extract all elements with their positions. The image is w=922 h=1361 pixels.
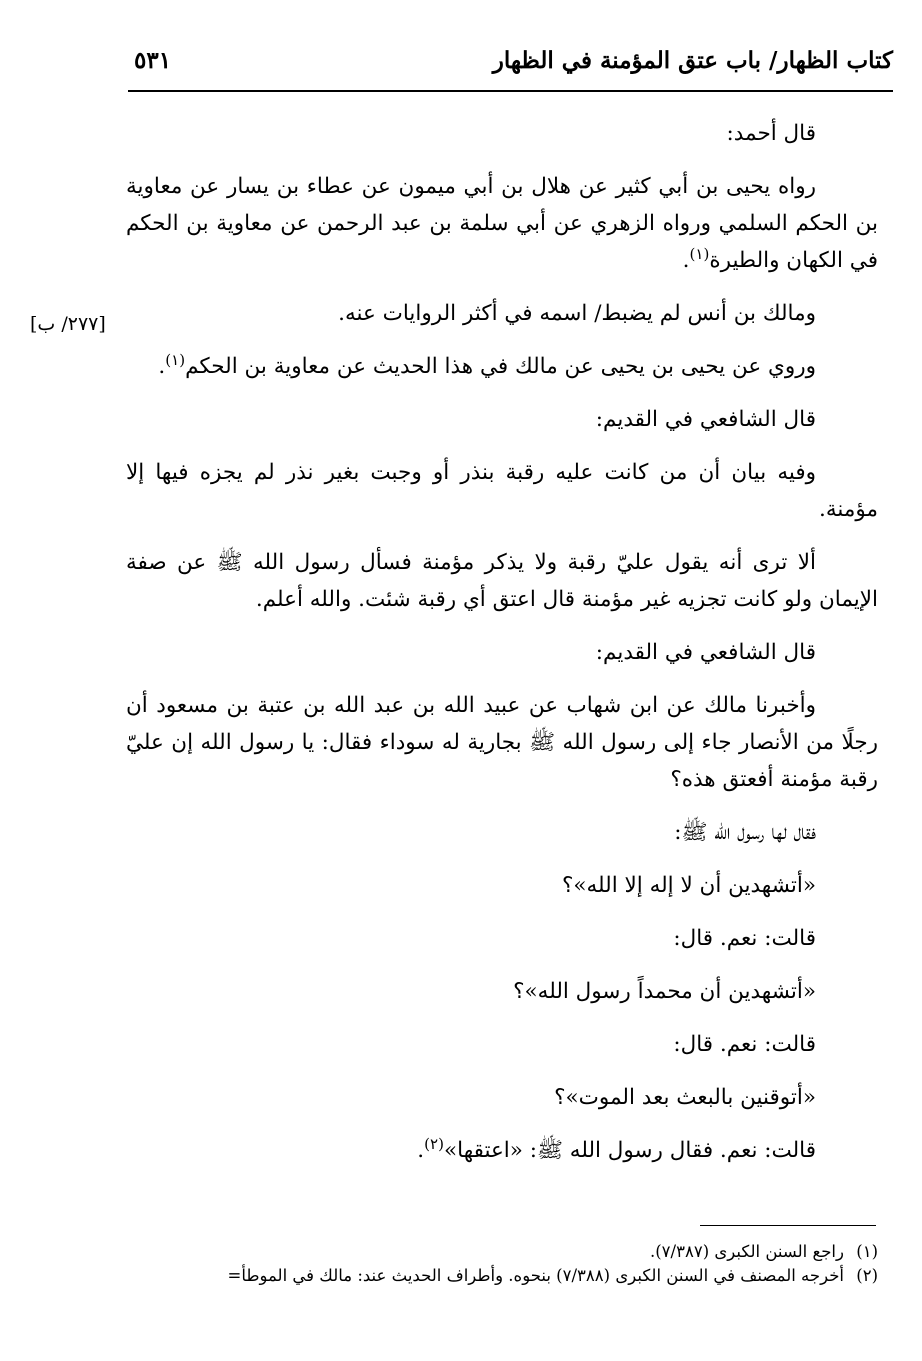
footnote-text: أخرجه المصنف في السنن الكبرى (٧/٣٨٨) بنحوه. وأطراف الحديث عند: مالك في الموطأ= (227, 1266, 844, 1285)
footnote-text: راجع السنن الكبرى (٧/٣٨٧). (649, 1242, 844, 1261)
footnote-number: (٢) (856, 1266, 878, 1285)
text-paragraph: ومالك بن أنس لم يضبط/ اسمه في أكثر الروايات عنه. (338, 301, 816, 326)
speaker-heading: قال الشافعي في القديم: (595, 640, 816, 665)
speaker-heading: قال أحمد: (726, 121, 816, 146)
footnote (120, 1264, 878, 1288)
main-text (126, 115, 878, 1169)
text-paragraph: ألا ترى أنه يقول عليّ رقبة ولا يذكر مؤمنة فسأل رسول الله ﷺ عن صفة الإيمان ولو كانت تجزيه غير مؤمنة قال اعتق أي رقبة شئت. والله أعلم. (126, 550, 878, 612)
footnotes (120, 1240, 878, 1288)
dialogue-line: «أتشهدين أن محمداً رسول الله»؟ (513, 979, 816, 1004)
text-paragraph: وأخبرنا مالك عن ابن شهاب عن عبيد الله بن عبد الله بن عتبة بن مسعود أن رجلًا من الأنصار جاء إلى رسول الله ﷺ بجارية له سوداء فقال: يا رسول الله إن عليّ رقبة مؤمنة أفعتق هذه؟ (126, 693, 878, 792)
manuscript-folio-marker: [٢٧٧/ ب] (30, 313, 106, 335)
footnote-number: (١) (856, 1242, 878, 1261)
page-number: ٥٣١ (134, 47, 172, 74)
dialogue-line: «أتشهدين أن لا إله إلا الله»؟ (561, 873, 816, 898)
dialogue-line: فقال لها رسول الله ﷺ: (674, 820, 816, 845)
footnote-marker: (١) (165, 350, 186, 369)
running-title: كتاب الظهار/ باب عتق المؤمنة في الظهار (492, 47, 893, 74)
footnote-marker: (٢) (424, 1134, 444, 1153)
dialogue-line: قالت: نعم. قال: (673, 1032, 816, 1057)
text-paragraph: وفيه بيان أن من كانت عليه رقبة بنذر أو وجبت بغير نذر لم يجزه فيها إلا مؤمنة. (126, 460, 878, 522)
footnote (120, 1240, 878, 1264)
text-paragraph: رواه يحيى بن أبي كثير عن هلال بن أبي ميمون عن عطاء بن يسار عن معاوية بن الحكم السلمي ورواه الزهري عن أبي سلمة بن عبد الرحمن عن معاوية بن الحكم في الكهان والطيرة$^{(١)}$. (126, 174, 878, 273)
page-header (128, 45, 893, 89)
dialogue-line: «أتوقنين بالبعث بعد الموت»؟ (554, 1085, 816, 1110)
dialogue-line: قالت: نعم. قال: (673, 926, 816, 951)
dialogue-line: قالت: نعم. فقال رسول الله ﷺ: «اعتقها»$^{(٢)}$. (417, 1134, 816, 1163)
footnote-rule (700, 1225, 876, 1226)
header-rule (128, 90, 893, 92)
footnote-marker: (١) (689, 244, 710, 263)
speaker-heading: قال الشافعي في القديم: (595, 407, 816, 432)
text-paragraph: وروي عن يحيى بن يحيى عن مالك في هذا الحديث عن معاوية بن الحكم$^{(١)}$. (158, 350, 816, 379)
